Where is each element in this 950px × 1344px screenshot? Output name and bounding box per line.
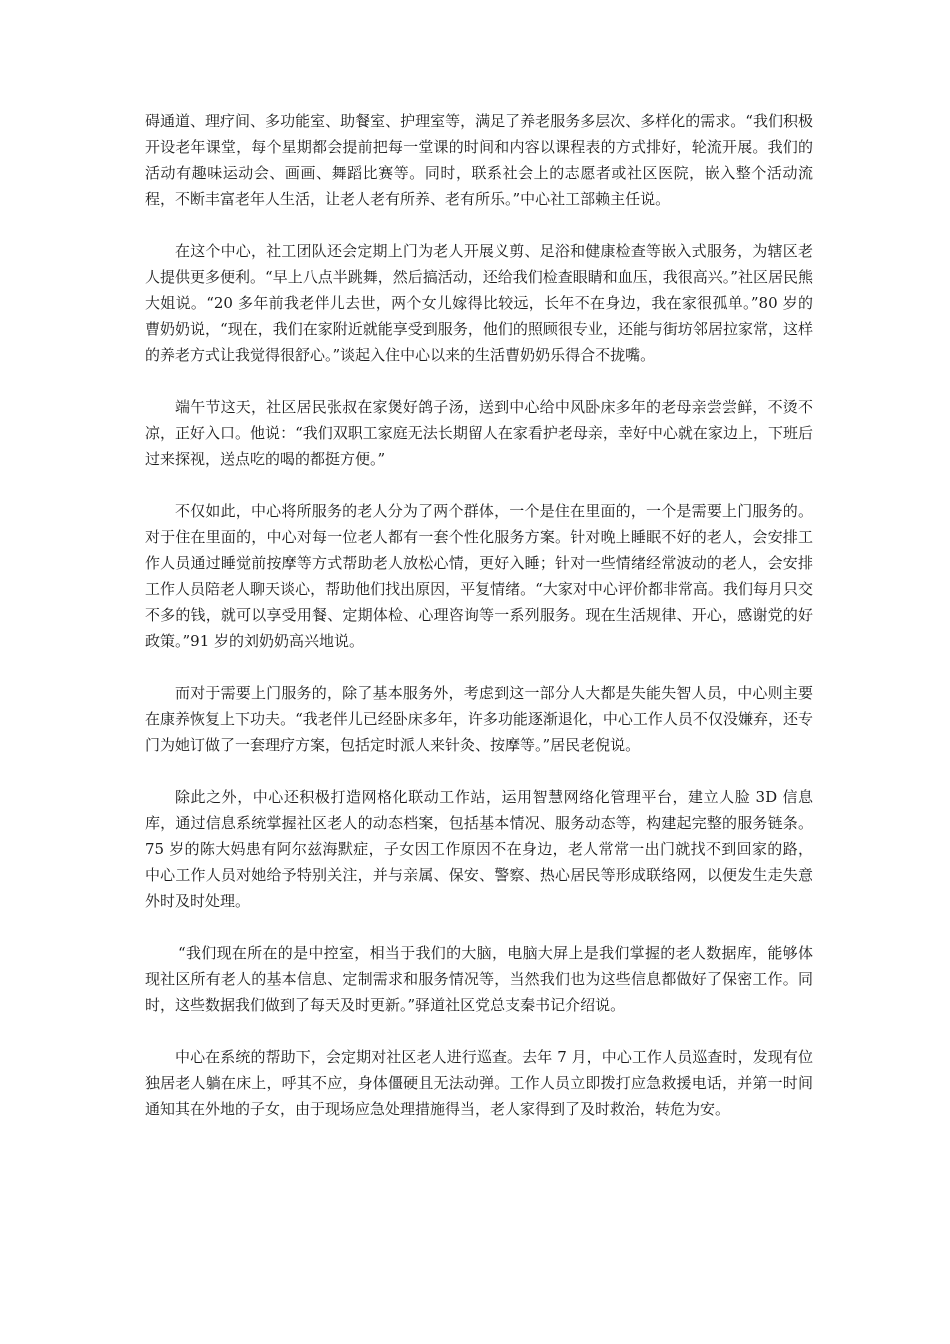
- paragraph-1: 碍通道、理疗间、多功能室、助餐室、护理室等，满足了养老服务多层次、多样化的需求。“我们积极开设老年课堂，每个星期都会提前把每一堂课的时间和内容以课程表的方式排好，轮流开展。我们的活动有趣味运动会、画画、舞蹈比赛等。同时，联系社会上的志愿者或社区医院，嵌入整个活动流程，不断丰富老年人生活，让老人老有所养、老有所乐。”中心社工部赖主任说。: [145, 112, 813, 208]
- paragraph-4: 不仅如此，中心将所服务的老人分为了两个群体，一个是住在里面的，一个是需要上门服务的。对于住在里面的，中心对每一位老人都有一套个性化服务方案。针对晚上睡眠不好的老人，会安排工作人员通过睡觉前按摩等方式帮助老人放松心情，更好入睡；针对一些情绪经常波动的老人，会安排工作人员陪老人聊天谈心，帮助他们找出原因，平复情绪。“大家对中心评价都非常高。我们每月只交不多的钱，就可以享受用餐、定期体检、心理咨询等一系列服务。现在生活规律、开心，感谢党的好政策。”91 岁的刘奶奶高兴地说。: [145, 502, 813, 650]
- paragraph-7: “我们现在所在的是中控室，相当于我们的大脑，电脑大屏上是我们掌握的老人数据库，能够体现社区所有老人的基本信息、定制需求和服务情况等，当然我们也为这些信息都做好了保密工作。同时，这些数据我们做到了每天及时更新。”驿道社区党总支秦书记介绍说。: [145, 944, 813, 1014]
- paragraph-2: 在这个中心，社工团队还会定期上门为老人开展义剪、足浴和健康检查等嵌入式服务，为辖区老人提供更多便利。“早上八点半跳舞，然后搞活动，还给我们检查眼睛和血压，我很高兴。”社区居民熊大姐说。“20 多年前我老伴儿去世，两个女儿嫁得比较远，长年不在身边，我在家很孤单。”80 岁的曹奶奶说，“现在，我们在家附近就能享受到服务，他们的照顾很专业，还能与街坊邻居拉家常，这样的养老方式让我觉得很舒心。”谈起入住中心以来的生活曹奶奶乐得合不拢嘴。: [145, 242, 813, 364]
- paragraph-6: 除此之外，中心还积极打造网格化联动工作站，运用智慧网络化管理平台，建立人脸 3D 信息库，通过信息系统掌握社区老人的动态档案，包括基本情况、服务动态等，构建起完整的服务链条。75 岁的陈大妈患有阿尔兹海默症，子女因工作原因不在身边，老人常常一出门就找不到回家的路，中心工作人员对她给予特别关注，并与亲属、保安、警察、热心居民等形成联络网，以便发生走失意外时及时处理。: [145, 788, 813, 910]
- paragraph-5: 而对于需要上门服务的，除了基本服务外，考虑到这一部分人大都是失能失智人员，中心则主要在康养恢复上下功夫。“我老伴儿已经卧床多年，许多功能逐渐退化，中心工作人员不仅没嫌弃，还专门为她订做了一套理疗方案，包括定时派人来针灸、按摩等。”居民老倪说。: [145, 684, 813, 754]
- paragraph-8: 中心在系统的帮助下，会定期对社区老人进行巡查。去年 7 月，中心工作人员巡查时，发现有位独居老人躺在床上，呼其不应，身体僵硬且无法动弹。工作人员立即拨打应急救援电话，并第一时间通知其在外地的子女，由于现场应急处理措施得当，老人家得到了及时救治，转危为安。: [145, 1048, 813, 1118]
- paragraph-3: 端午节这天，社区居民张叔在家煲好鸽子汤，送到中心给中风卧床多年的老母亲尝尝鲜，不烫不凉，正好入口。他说：“我们双职工家庭无法长期留人在家看护老母亲，幸好中心就在家边上，下班后过来探视，送点吃的喝的都挺方便。”: [145, 398, 813, 468]
- document-page: [145, 108, 813, 1148]
